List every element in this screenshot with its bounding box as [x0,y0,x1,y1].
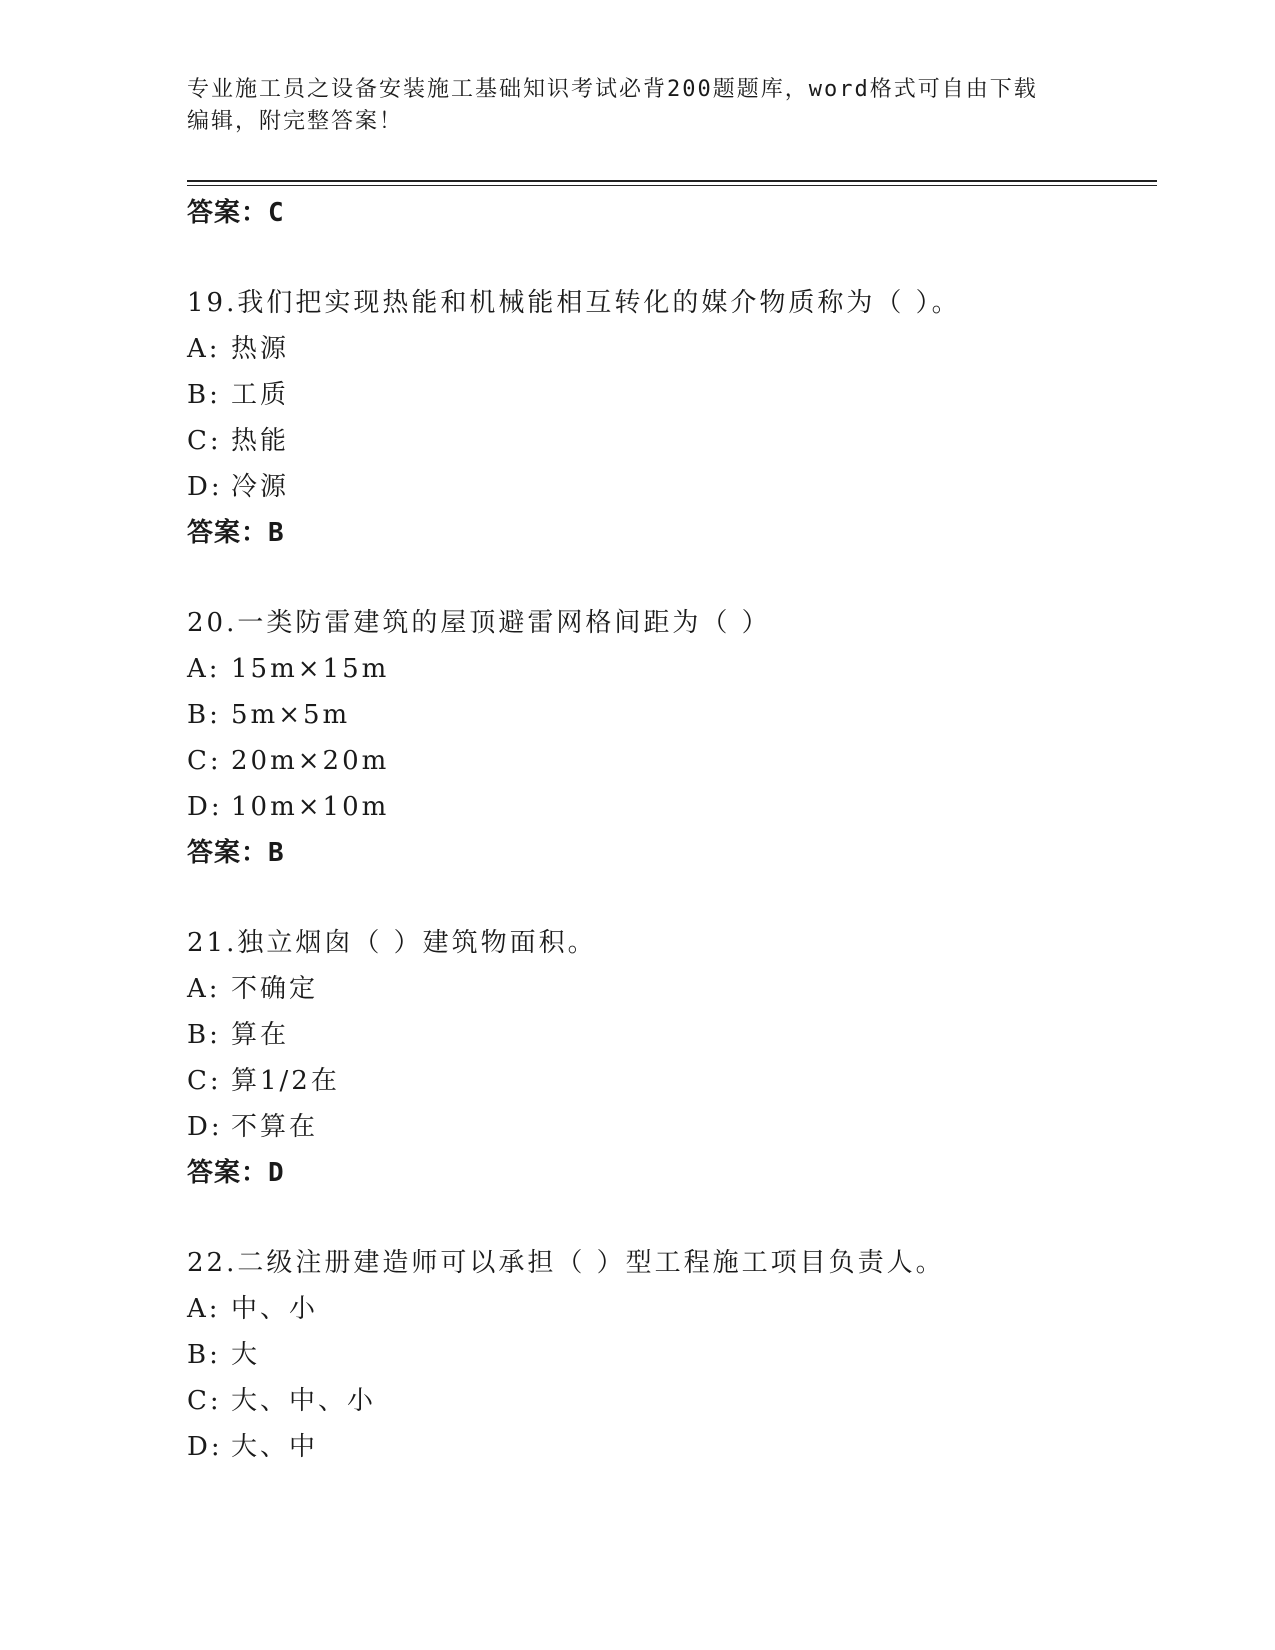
option-key: C: [187,746,222,776]
option-a [187,646,1157,692]
spacer [187,1196,1157,1240]
option-text: 20m×20m [231,746,390,776]
option-text: 不算在 [231,1112,319,1142]
option-key: B: [187,700,221,730]
previous-answer: 答案：C [187,198,285,228]
option-key: B: [187,1340,221,1370]
option-key: C: [187,1386,222,1416]
option-key: C: [187,1066,222,1096]
option-a [187,966,1157,1012]
option-c [187,1378,1157,1424]
option-c [187,1058,1157,1104]
option-d [187,464,1157,510]
option-text: 5m×5m [231,700,351,730]
option-text: 算1/2在 [231,1066,340,1096]
option-text: 大 [231,1340,261,1370]
header-rule-thin [187,185,1157,186]
option-b [187,692,1157,738]
option-text: 中、小 [231,1294,319,1324]
option-text: 工质 [231,380,290,410]
option-text: 大、中、小 [231,1386,377,1416]
option-key: B: [187,1020,221,1050]
option-key: D: [187,1432,223,1462]
option-text: 不确定 [231,974,319,1004]
question-stem: 22.二级注册建造师可以承担（ ）型工程施工项目负责人。 [187,1248,945,1278]
option-text: 10m×10m [231,792,390,822]
spacer [187,876,1157,920]
answer-line: 答案：D [187,1158,285,1188]
option-key: A: [187,1294,221,1324]
question-20 [187,600,1157,876]
option-text: 热能 [231,426,290,456]
spacer [187,236,1157,280]
option-d [187,784,1157,830]
option-key: D: [187,792,223,822]
header-line-2: 编辑，附完整答案！ [187,109,404,134]
question-stem: 20.一类防雷建筑的屋顶避雷网格间距为（ ） [187,608,771,638]
answer-line: 答案：B [187,838,285,868]
option-key: A: [187,974,221,1004]
option-a [187,326,1157,372]
option-text: 算在 [231,1020,290,1050]
header-line-1: 专业施工员之设备安装施工基础知识考试必背200题题库，word格式可自由下载 [187,77,1038,102]
option-d [187,1424,1157,1470]
option-text: 大、中 [231,1432,319,1462]
question-stem: 21.独立烟囱（ ）建筑物面积。 [187,928,597,958]
answer-line: 答案：B [187,518,285,548]
option-key: D: [187,1112,223,1142]
option-key: C: [187,426,222,456]
option-d [187,1104,1157,1150]
option-key: A: [187,334,221,364]
header-rule-thick [187,180,1157,182]
option-key: D: [187,472,223,502]
option-c [187,418,1157,464]
question-21 [187,920,1157,1196]
option-key: B: [187,380,221,410]
option-b [187,372,1157,418]
option-b [187,1012,1157,1058]
question-stem: 19.我们把实现热能和机械能相互转化的媒介物质称为（ ）。 [187,288,961,318]
option-text: 热源 [231,334,290,364]
question-22 [187,1240,1157,1470]
question-19 [187,280,1157,556]
option-text: 15m×15m [231,654,390,684]
option-a [187,1286,1157,1332]
option-b [187,1332,1157,1378]
question-list [187,190,1157,1470]
option-c [187,738,1157,784]
option-text: 冷源 [231,472,290,502]
spacer [187,556,1157,600]
option-key: A: [187,654,221,684]
document-header [187,74,1067,138]
